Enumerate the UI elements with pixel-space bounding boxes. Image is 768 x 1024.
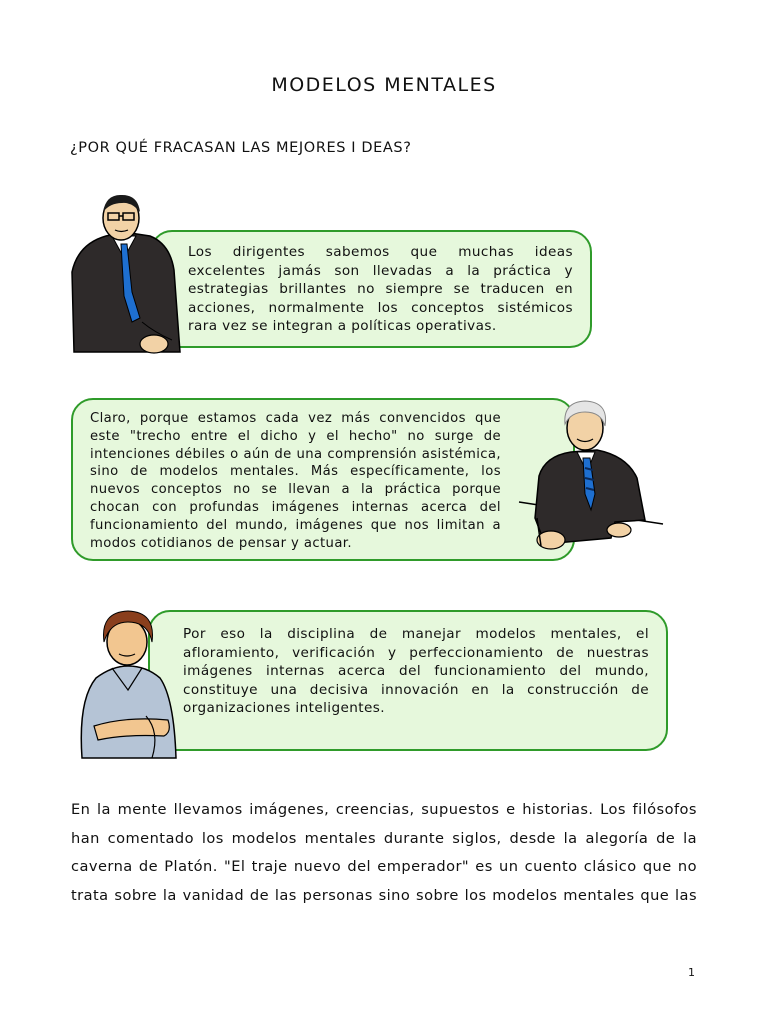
dialogue-text-1: Los dirigentes sabemos que muchas ideas excelentes jamás son llevadas a la práctica y estrategias brillantes no siempre se traducen en acciones, normalmente los conceptos sistémicos rara vez se integran a políticas operativas. <box>188 244 573 335</box>
dialogue-bubble-2 <box>71 398 575 561</box>
dialogue-text-3: Por eso la disciplina de manejar modelos mentales, el afloramiento, verificación y perfeccionamiento de nuestras imágenes internas acerca del funcionamiento del mundo, constituye una decisiva innovación en la construcción de organizaciones inteligentes. <box>183 626 649 717</box>
section-subtitle: ¿POR QUÉ FRACASAN LAS MEJORES I DEAS? <box>70 140 412 156</box>
dialogue-bubble-1 <box>150 230 592 348</box>
woman-with-crossed-arms-figure <box>76 608 180 764</box>
dialogue-bubble-3 <box>148 610 668 751</box>
dialogue-text-2: Claro, porque estamos cada vez más convencidos que este "trecho entre el dicho y el hecho" no surge de intenciones débiles o aún de una comprensión asistémica, sino de modelos mentales. Más específicamente, los nuevos conceptos no se llevan a la práctica porque chocan con profundas imágenes internas acerca del funcionamiento del mundo, imágenes que nos limitan a modos cotidianos de pensar y actuar. <box>90 411 501 551</box>
businessman-with-glasses-figure <box>68 192 186 360</box>
page-title: MODELOS MENTALES <box>271 74 497 96</box>
gray-haired-man-at-desk-figure <box>515 398 665 556</box>
page-number: 1 <box>688 966 695 979</box>
body-paragraph: En la mente llevamos imágenes, creencias, supuestos e historias. Los filósofos han comentado los modelos mentales durante siglos, desde la alegoría de la caverna de Platón. "El traje nuevo del emperador" es un cuento clásico que no trata sobre la vanidad de las personas sino sobre los modelos mentales que las <box>71 801 697 904</box>
